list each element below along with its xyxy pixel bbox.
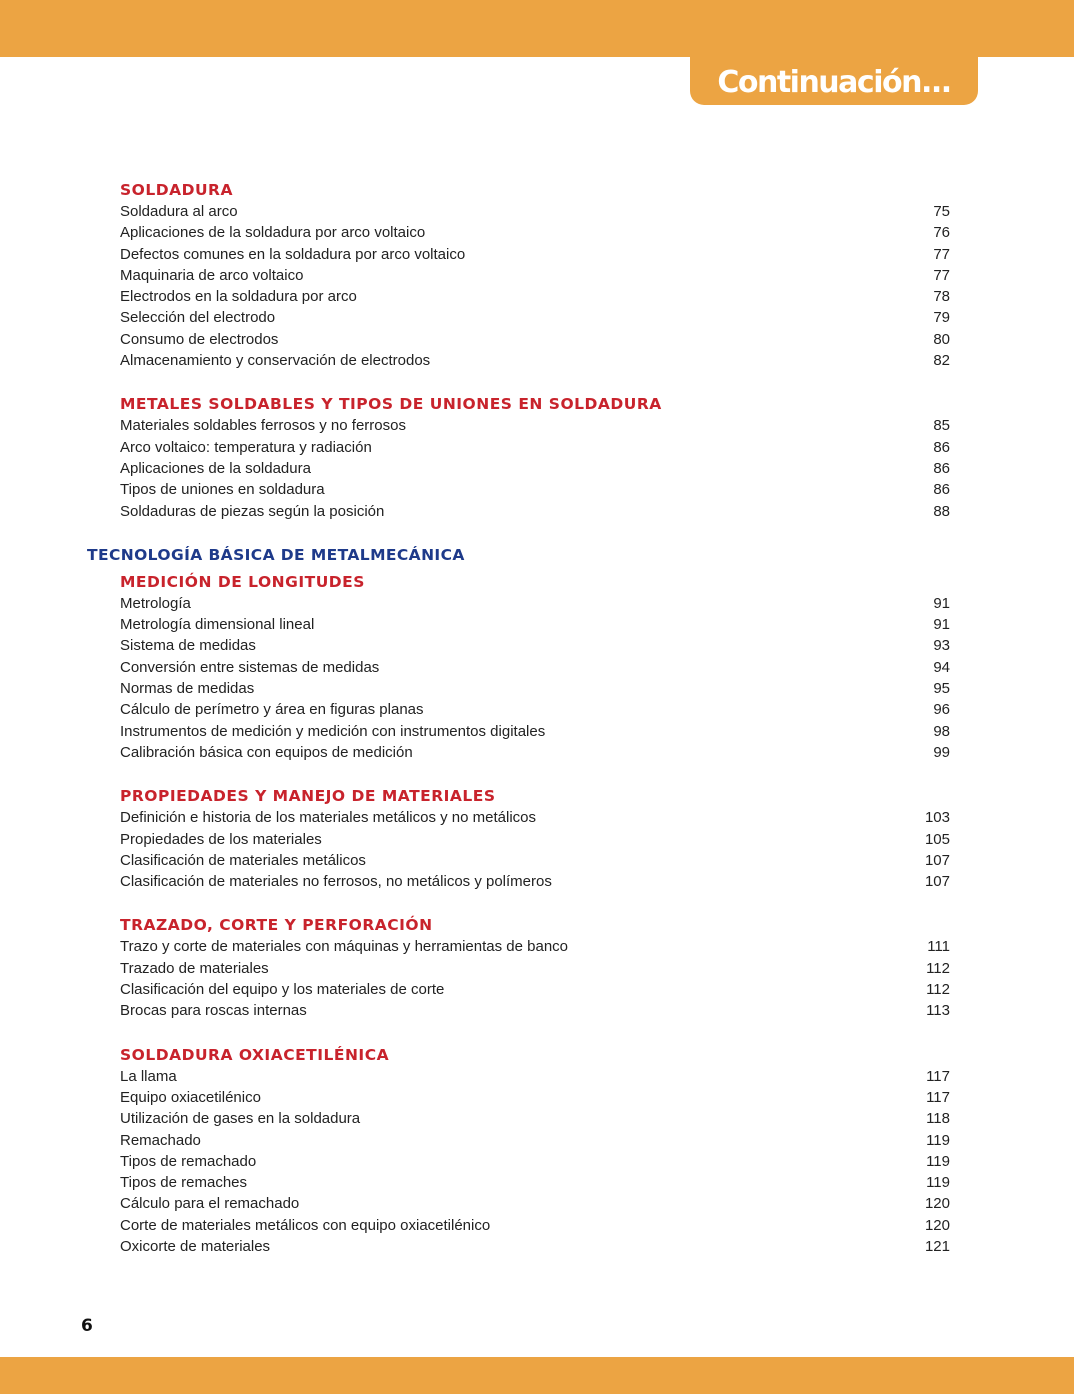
toc-entry-title: Selección del electrodo [120,309,276,327]
toc-entry-title: Soldaduras de piezas según la posición [120,502,385,520]
toc-entry [0,1193,1074,1214]
toc-entry [0,657,1074,678]
toc-entry-page: 120 [924,1195,950,1213]
toc-entry [0,678,1074,699]
toc-entry [0,635,1074,656]
toc-entry-page: 86 [933,438,950,456]
toc-entry-page: 77 [933,245,950,263]
toc-entry-page: 118 [926,1110,950,1128]
toc-entry-page: 103 [924,809,950,827]
toc-section [0,179,1074,371]
toc-entry-title: Calibración básica con equipos de medición [120,743,413,761]
toc-entry-page: 112 [926,959,950,977]
toc-entry [0,871,1074,892]
toc-entry [0,614,1074,635]
toc-entry [0,458,1074,479]
toc-entry-page: 85 [933,417,950,435]
toc-entry-page: 80 [933,330,950,348]
toc-section [0,914,1074,1021]
toc-entry [0,936,1074,957]
toc-entry-title: Consumo de electrodos [120,330,279,348]
toc-entry-page: 119 [926,1131,950,1149]
toc-entry [0,350,1074,371]
section-title: MEDICIÓN DE LONGITUDES [120,572,365,591]
toc-entry [0,1087,1074,1108]
toc-entry-page: 91 [933,616,950,634]
toc-group-before [0,179,1074,522]
toc-entry-title: Clasificación del equipo y los materiales de corte [120,981,445,999]
section-title: SOLDADURA [120,181,233,199]
toc-entry-page: 121 [924,1237,950,1255]
toc-entry [0,1066,1074,1087]
toc-entry-title: Aplicaciones de la soldadura por arco voltaico [120,224,426,242]
toc-entry-page: 117 [926,1067,950,1085]
toc-entry [0,742,1074,763]
toc-entry-title: Utilización de gases en la soldadura [120,1110,361,1128]
toc-entry-page: 95 [933,680,950,698]
toc-entry [0,1130,1074,1151]
toc-entry-page: 111 [927,938,950,956]
toc-entry [0,201,1074,222]
section-title: METALES SOLDABLES Y TIPOS DE UNIONES EN SOLDADURA [120,395,662,414]
toc-group-after [0,571,1074,1257]
toc-entry-page: 117 [926,1088,950,1106]
toc-entry-page: 107 [924,851,950,869]
toc-entry-title: Tipos de uniones en soldadura [120,481,325,499]
toc-entry-title: Tipos de remachado [120,1152,257,1170]
toc-entry [0,329,1074,350]
page-title: Continuación... [717,64,951,100]
toc-entry-title: Oxicorte de materiales [120,1237,271,1255]
toc-entry-title: Cálculo de perímetro y área en figuras planas [120,701,424,719]
toc-section [0,785,1074,892]
section-title: PROPIEDADES Y MANEJO DE MATERIALES [120,787,496,806]
toc-entry [0,979,1074,1000]
toc-entry-title: Materiales soldables ferrosos y no ferrosos [120,417,406,435]
toc-section [0,1044,1074,1258]
toc-entry-title: Normas de medidas [120,680,255,698]
toc-entry-title: Defectos comunes en la soldadura por arco voltaico [120,245,466,263]
toc-entry-page: 91 [933,594,950,612]
section-title: SOLDADURA OXIACETILÉNICA [120,1045,390,1064]
header-band [0,0,1074,57]
toc-entry-page: 75 [933,203,950,220]
toc-entry-title: Clasificación de materiales metálicos [120,851,366,869]
toc-entry [0,807,1074,828]
toc-entry [0,1236,1074,1257]
footer-band [0,1357,1074,1394]
toc-entry-title: Trazo y corte de materiales con máquinas y herramientas de banco [120,938,569,956]
toc-entry [0,1172,1074,1193]
toc-entry-page: 112 [926,981,950,999]
toc-entry-title: Tipos de remaches [120,1174,248,1192]
toc-entry-page: 86 [933,481,950,499]
toc-entry [0,829,1074,850]
toc-entry [0,437,1074,458]
toc-entry-page: 93 [933,637,950,655]
toc-entry-page: 77 [933,266,950,284]
toc-entry-page: 113 [926,1002,950,1020]
part-title: TECNOLOGÍA BÁSICA DE METALMECÁNICA [87,545,465,564]
table-of-contents [0,179,1074,1279]
toc-entry [0,958,1074,979]
toc-entry-page: 119 [926,1152,950,1170]
toc-entry-title: Clasificación de materiales no ferrosos, no metálicos y polímeros [120,873,552,891]
toc-entry-page: 86 [933,459,950,477]
header-tab [690,57,978,105]
toc-entry [0,1000,1074,1021]
toc-entry [0,415,1074,436]
toc-entry-title: Metrología dimensional lineal [120,616,315,634]
toc-entry-page: 99 [933,743,950,761]
toc-entry-title: Metrología [120,594,191,612]
toc-entry-title: Conversión entre sistemas de medidas [120,658,380,676]
toc-entry [0,501,1074,522]
toc-entry [0,721,1074,742]
toc-entry-page: 94 [933,658,950,676]
toc-entry-title: Brocas para roscas internas [120,1002,307,1020]
toc-entry-page: 120 [924,1216,950,1234]
toc-entry-page: 78 [933,288,950,306]
toc-entry-title: Definición e historia de los materiales metálicos y no metálicos [120,809,537,827]
toc-entry-title: Remachado [120,1131,201,1149]
toc-entry [0,593,1074,614]
toc-entry-page: 119 [926,1174,950,1192]
toc-entry-page: 96 [933,701,950,719]
section-title: TRAZADO, CORTE Y PERFORACIÓN [120,916,433,935]
toc-entry-title: Cálculo para el remachado [120,1195,300,1213]
toc-entry-title: Corte de materiales metálicos con equipo oxiacetilénico [120,1216,491,1234]
toc-section [0,571,1074,763]
toc-entry-title: Electrodos en la soldadura por arco [120,288,357,306]
toc-entry-title: Aplicaciones de la soldadura [120,459,311,477]
toc-entry-page: 82 [933,352,950,370]
toc-entry-page: 76 [933,224,950,242]
toc-entry-page: 107 [924,873,950,891]
toc-entry [0,307,1074,328]
toc-entry [0,286,1074,307]
toc-entry [0,1215,1074,1236]
toc-entry-page: 98 [933,722,950,740]
toc-entry-title: La llama [120,1067,177,1085]
toc-entry-title: Almacenamiento y conservación de electrodos [120,352,431,370]
toc-entry-title: Propiedades de los materiales [120,830,322,848]
toc-entry [0,850,1074,871]
toc-entry-page: 105 [924,830,950,848]
toc-entry-page: 88 [933,502,950,520]
toc-entry [0,265,1074,286]
toc-entry-title: Soldadura al arco [120,203,238,220]
toc-entry [0,699,1074,720]
toc-entry-title: Arco voltaico: temperatura y radiación [120,438,372,456]
toc-entry [0,1151,1074,1172]
toc-entry-page: 79 [933,309,950,327]
toc-entry-title: Maquinaria de arco voltaico [120,266,304,284]
toc-section [0,393,1074,521]
toc-entry-title: Instrumentos de medición y medición con instrumentos digitales [120,722,546,740]
toc-entry [0,1108,1074,1129]
toc-entry [0,244,1074,265]
toc-entry-title: Sistema de medidas [120,637,256,655]
toc-entry [0,222,1074,243]
toc-entry-title: Trazado de materiales [120,959,269,977]
toc-entry [0,479,1074,500]
toc-entry-title: Equipo oxiacetilénico [120,1088,261,1106]
page-number: 6 [81,1316,93,1336]
